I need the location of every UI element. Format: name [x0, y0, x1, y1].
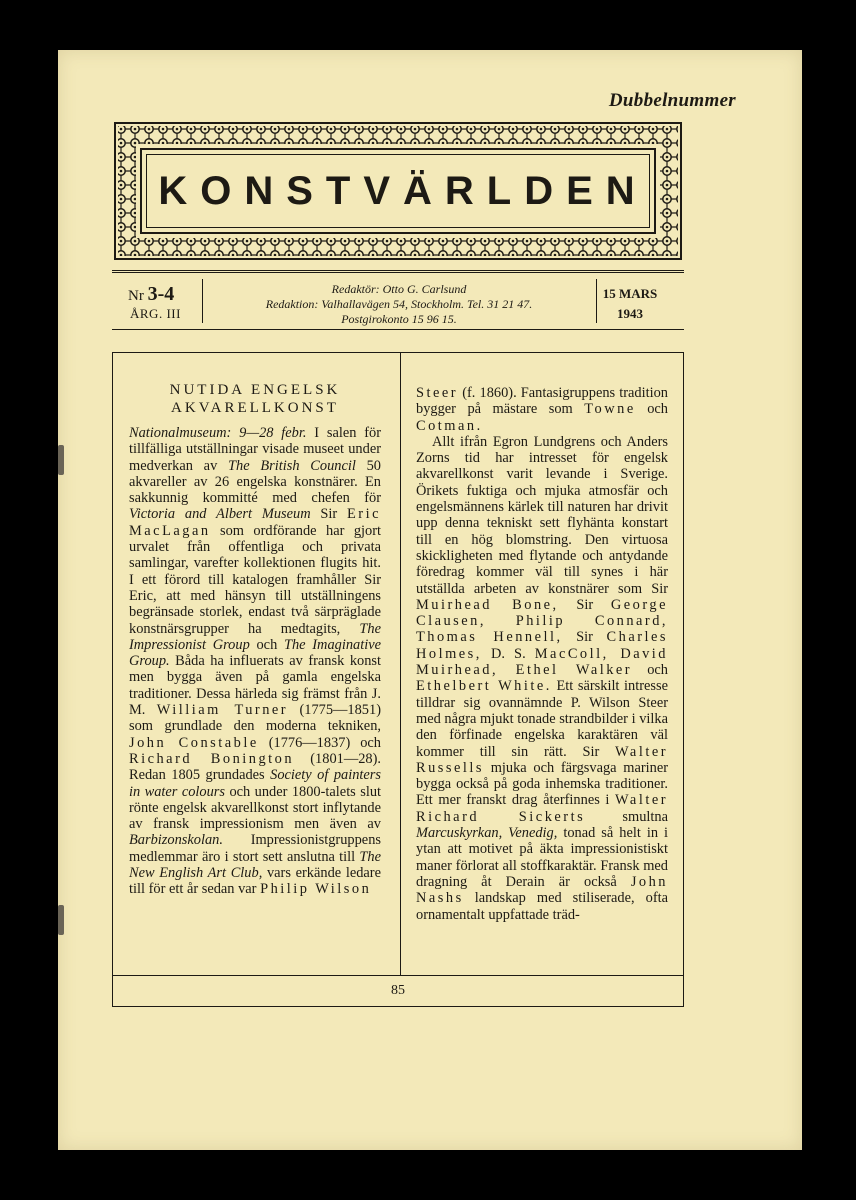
- issue-year: 1943: [617, 306, 643, 321]
- divider: [202, 279, 203, 323]
- column-divider: [400, 353, 401, 975]
- page-number: 85: [391, 983, 405, 998]
- article-title: [129, 381, 381, 417]
- article-box: [112, 352, 684, 1007]
- issue-date: 15 MARS: [602, 286, 658, 301]
- issue-number-label: Nr: [128, 288, 144, 304]
- binding-hole: [58, 905, 64, 935]
- double-issue-label: Dubbelnummer: [608, 90, 736, 111]
- footer-rule: [113, 975, 683, 976]
- article-column-left: [129, 381, 381, 898]
- magazine-title: KONSTVÄRLDEN: [158, 168, 648, 213]
- postgiro-line: Postgirokonto 15 96 15.: [341, 312, 457, 326]
- issue-number-value: 3-4: [147, 283, 175, 305]
- editor-line: Redaktör: Otto G. Carlsund: [331, 282, 467, 296]
- editorial-info: [208, 282, 590, 327]
- issue-number: [128, 283, 174, 306]
- volume-label: ÅRG. III: [130, 306, 181, 321]
- title-box: [140, 148, 656, 234]
- address-line: Redaktion: Valhallavägen 54, Stockholm. Tel. 31 21 47.: [265, 297, 533, 311]
- issue-header: [112, 270, 684, 330]
- article-title-line: AKVARELLKONST: [171, 400, 339, 416]
- article-title-line: NUTIDA ENGELSK: [169, 382, 341, 398]
- binding-hole: [58, 445, 64, 475]
- article-text-left: Nationalmuseum: 9—28 febr. I salen för tillfälliga utställningar visade museet under medverkan av The British Council 50 akvareller av 26 engelska konstnärer. En sakkunnig kommitté med chefen för Victoria and Albert Museum Sir Eric MacLagan som ordförande har gjort urvalet från offentliga och privata samlingar, varefter kollektionen flugits hit. I ett förord till katalogen framhåller Sir Eric, att med hänsyn till utställningens begränsade storlek, endast två särpräglade konstnärsgrupper ha medtagits, The Impressionist Group och The Imaginative Group. Båda ha influerats av fransk konst men bygga även på gamla engelska traditioner. Dessa härleda sig främst från J. M. William Turner (1775—1851) som grundlade den moderna tekniken, John Constable (1776—1837) och Richard Bonington (1801—28). Redan 1805 grundades Society of painters in water colours och under 1800-talets slut rönte engelsk akvarellkonst stort inflytande av fransk impressionism men även av Barbizonskolan. Impressionistgruppens medlemmar äro i stort sett anslutna till The New English Art Club, vars erkände ledare till för ett år sedan var Philip Wilson: [129, 425, 382, 898]
- article-column-right: Steer (f. 1860). Fantasigruppens tradition bygger på mästare som Towne och Cotman. Allt ifrån Egron Lundgrens och Anders Zorns tid har intresset för engelsk akvarellkonst varit levande i Sverige. Örikets fuktiga och mjuka atmosfär och engelsmännens kärlek till naturen har drivit upp denna tekniskt sett flyhänta konstart till en hög blomstring. Den virtuosa skickligheten med flytande och antydande föredrag kommer väl till synes i här utställda arbeten av konstnärer som Sir Muirhead Bone, Sir George Clausen, Philip Connard, Thomas Hennell, Sir Charles Holmes, D. S. MacColl, David Muirhead, Ethel Walker och Ethelbert White. Ett särskilt intresse tilldrar sig ovannämnde P. Wilson Steer med några mjukt tonade strandbilder i vilka den förfinade engelska karaktären väl kommer till sin rätt. Sir Walter Russells mjuka och färgsvaga mariner bygga också på goda inhemska traditioner. Ett mer franskt drag återfinnes i Walter Richard Sickerts smultna Marcuskyrkan, Venedig, tonad så helt in i ytan att motivet på äkta impressionistiskt maner förlorat all stoffkaraktär. Fransk med dragning åt Derain är också John Nashs landskap med stiliserade, ofta ornamentalt uppfattade träd-: [416, 385, 669, 923]
